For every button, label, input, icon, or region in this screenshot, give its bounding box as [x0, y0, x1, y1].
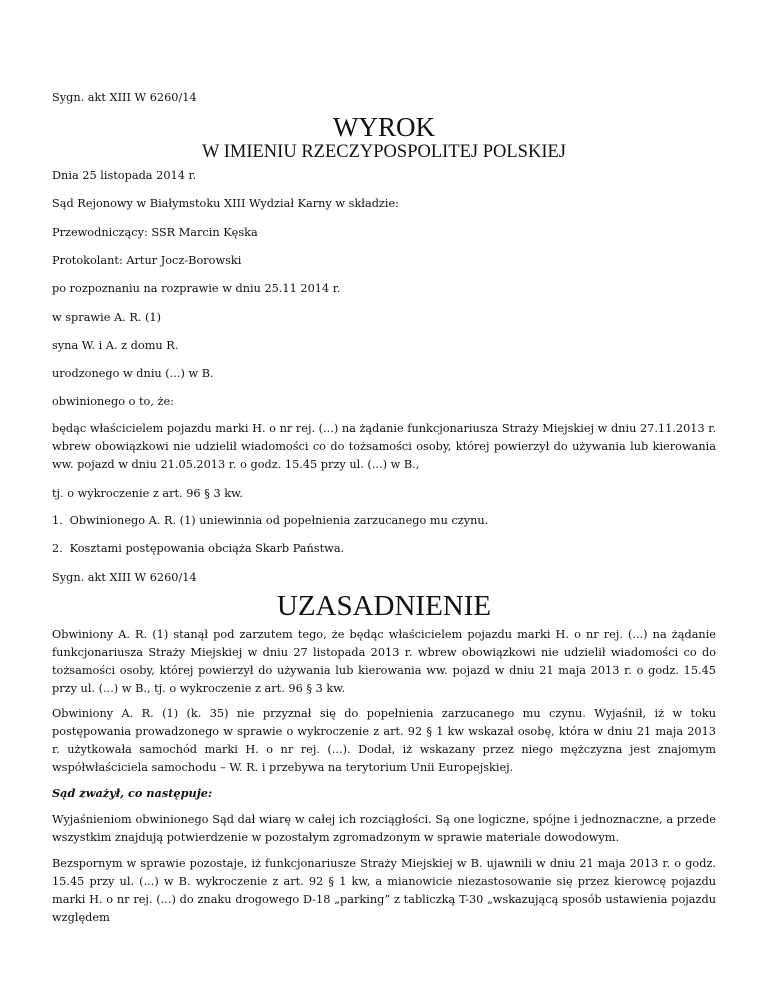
court-clerk: Protokolant: Artur Jocz-Borowski [52, 254, 242, 267]
justification-paragraph-2: Obwiniony A. R. (1) (k. 35) nie przyznał się do popełnienia zarzucanego mu czynu. Wyjaśnił, iż w toku postępowania prowadzonego w sprawie o wykroczenie z art. 92 § 1 kw wskazał osobę, która w dniu 21 maja 2013 r. użytkowała samochód marki H. o nr rej. (...). Dodał, iż wskazany przez niego mężczyzna jest znajomym współwłaściciela samochodu – W. R. i przebywa na terytorium Unii Europejskiej. [52, 707, 716, 774]
verdict-date: Dnia 25 listopada 2014 r. [52, 169, 197, 182]
case-signature-top: Sygn. akt XIII W 6260/14 [52, 91, 197, 104]
ruling-item-text: Kosztami postępowania obciąża Skarb Państwa. [69, 542, 345, 555]
accused-intro: obwinionego o to, że: [52, 395, 174, 408]
justification-title: UZASADNIENIE [276, 590, 492, 622]
ruling-item-number: 2. [52, 542, 63, 555]
case-signature-justification: Sygn. akt XIII W 6260/14 [52, 571, 197, 584]
offence-article: tj. o wykroczenie z art. 96 § 3 kw. [52, 487, 243, 500]
party-parents: syna W. i A. z domu R. [52, 339, 179, 352]
court-composition: Sąd Rejonowy w Białymstoku XIII Wydział Karny w składzie: [52, 197, 399, 210]
ruling-item-text: Obwinionego A. R. (1) uniewinnia od popełnienia zarzucanego mu czynu. [69, 514, 489, 527]
ruling-item-number: 1. [52, 514, 63, 527]
case-party: w sprawie A. R. (1) [52, 311, 162, 324]
verdict-title: WYROK [333, 112, 435, 142]
hearing-date: po rozpoznaniu na rozprawie w dniu 25.11 2014 r. [52, 282, 341, 295]
justification-paragraph-3: Wyjaśnieniom obwinionego Sąd dał wiarę w całej ich rozciągłości. Są one logiczne, spójne i jednoznaczne, a przede wszystkim znajdują potwierdzenie w pozostałym zgromadzonym w sprawie materiale dowodowym. [52, 813, 716, 844]
justification-paragraph-4: Bezspornym w sprawie pozostaje, iż funkcjonariusze Straży Miejskiej w B. ujawnili w dniu 21 maja 2013 r. o godz. 15.45 przy ul. (...) w B. wykroczenie z art. 92 § 1 kw, a mianowicie niezastosowanie się przez kierowcę pojazdu marki H. o nr rej. (...) do znaku drogowego D-18 „parking” z tabliczką T-30 „wskazującą sposób ustawienia pojazdu względem [52, 857, 716, 924]
presiding-judge: Przewodniczący: SSR Marcin Kęska [52, 226, 258, 239]
justification-paragraph-1: Obwiniony A. R. (1) stanął pod zarzutem tego, że będąc właścicielem pojazdu marki H. o nr rej. (...) na żądanie funkcjonariusza Straży Miejskiej w dniu 27 listopada 2013 r. wbrew obowiązkowi nie udzielił wiadomości co do tożsamości osoby, której powierzył do używania lub kierowania ww. pojazd w dniu 21 maja 2013 r. o godz. 15.45 przy ul. (...) w B., tj. o wykroczenie z art. 96 § 3 kw. [52, 628, 716, 695]
verdict-subtitle: W IMIENIU RZECZYPOSPOLITEJ POLSKIEJ [201, 142, 566, 162]
party-birth: urodzonego w dniu (...) w B. [52, 367, 214, 380]
court-reasoning-heading: Sąd zważył, co następuje: [52, 786, 213, 800]
charge-text: będąc właścicielem pojazdu marki H. o nr rej. (...) na żądanie funkcjonariusza Straży Miejskiej w dniu 27.11.2013 r. wbrew obowiązkowi nie udzielił wiadomości co do tożsamości osoby, której powierzył do używania lub kierowania ww. pojazd w dniu 21.05.2013 r. o godz. 15.45 przy ul. (...) w B., [52, 422, 716, 471]
ruling-item-1 [52, 512, 716, 530]
ruling-item-2 [52, 540, 716, 558]
